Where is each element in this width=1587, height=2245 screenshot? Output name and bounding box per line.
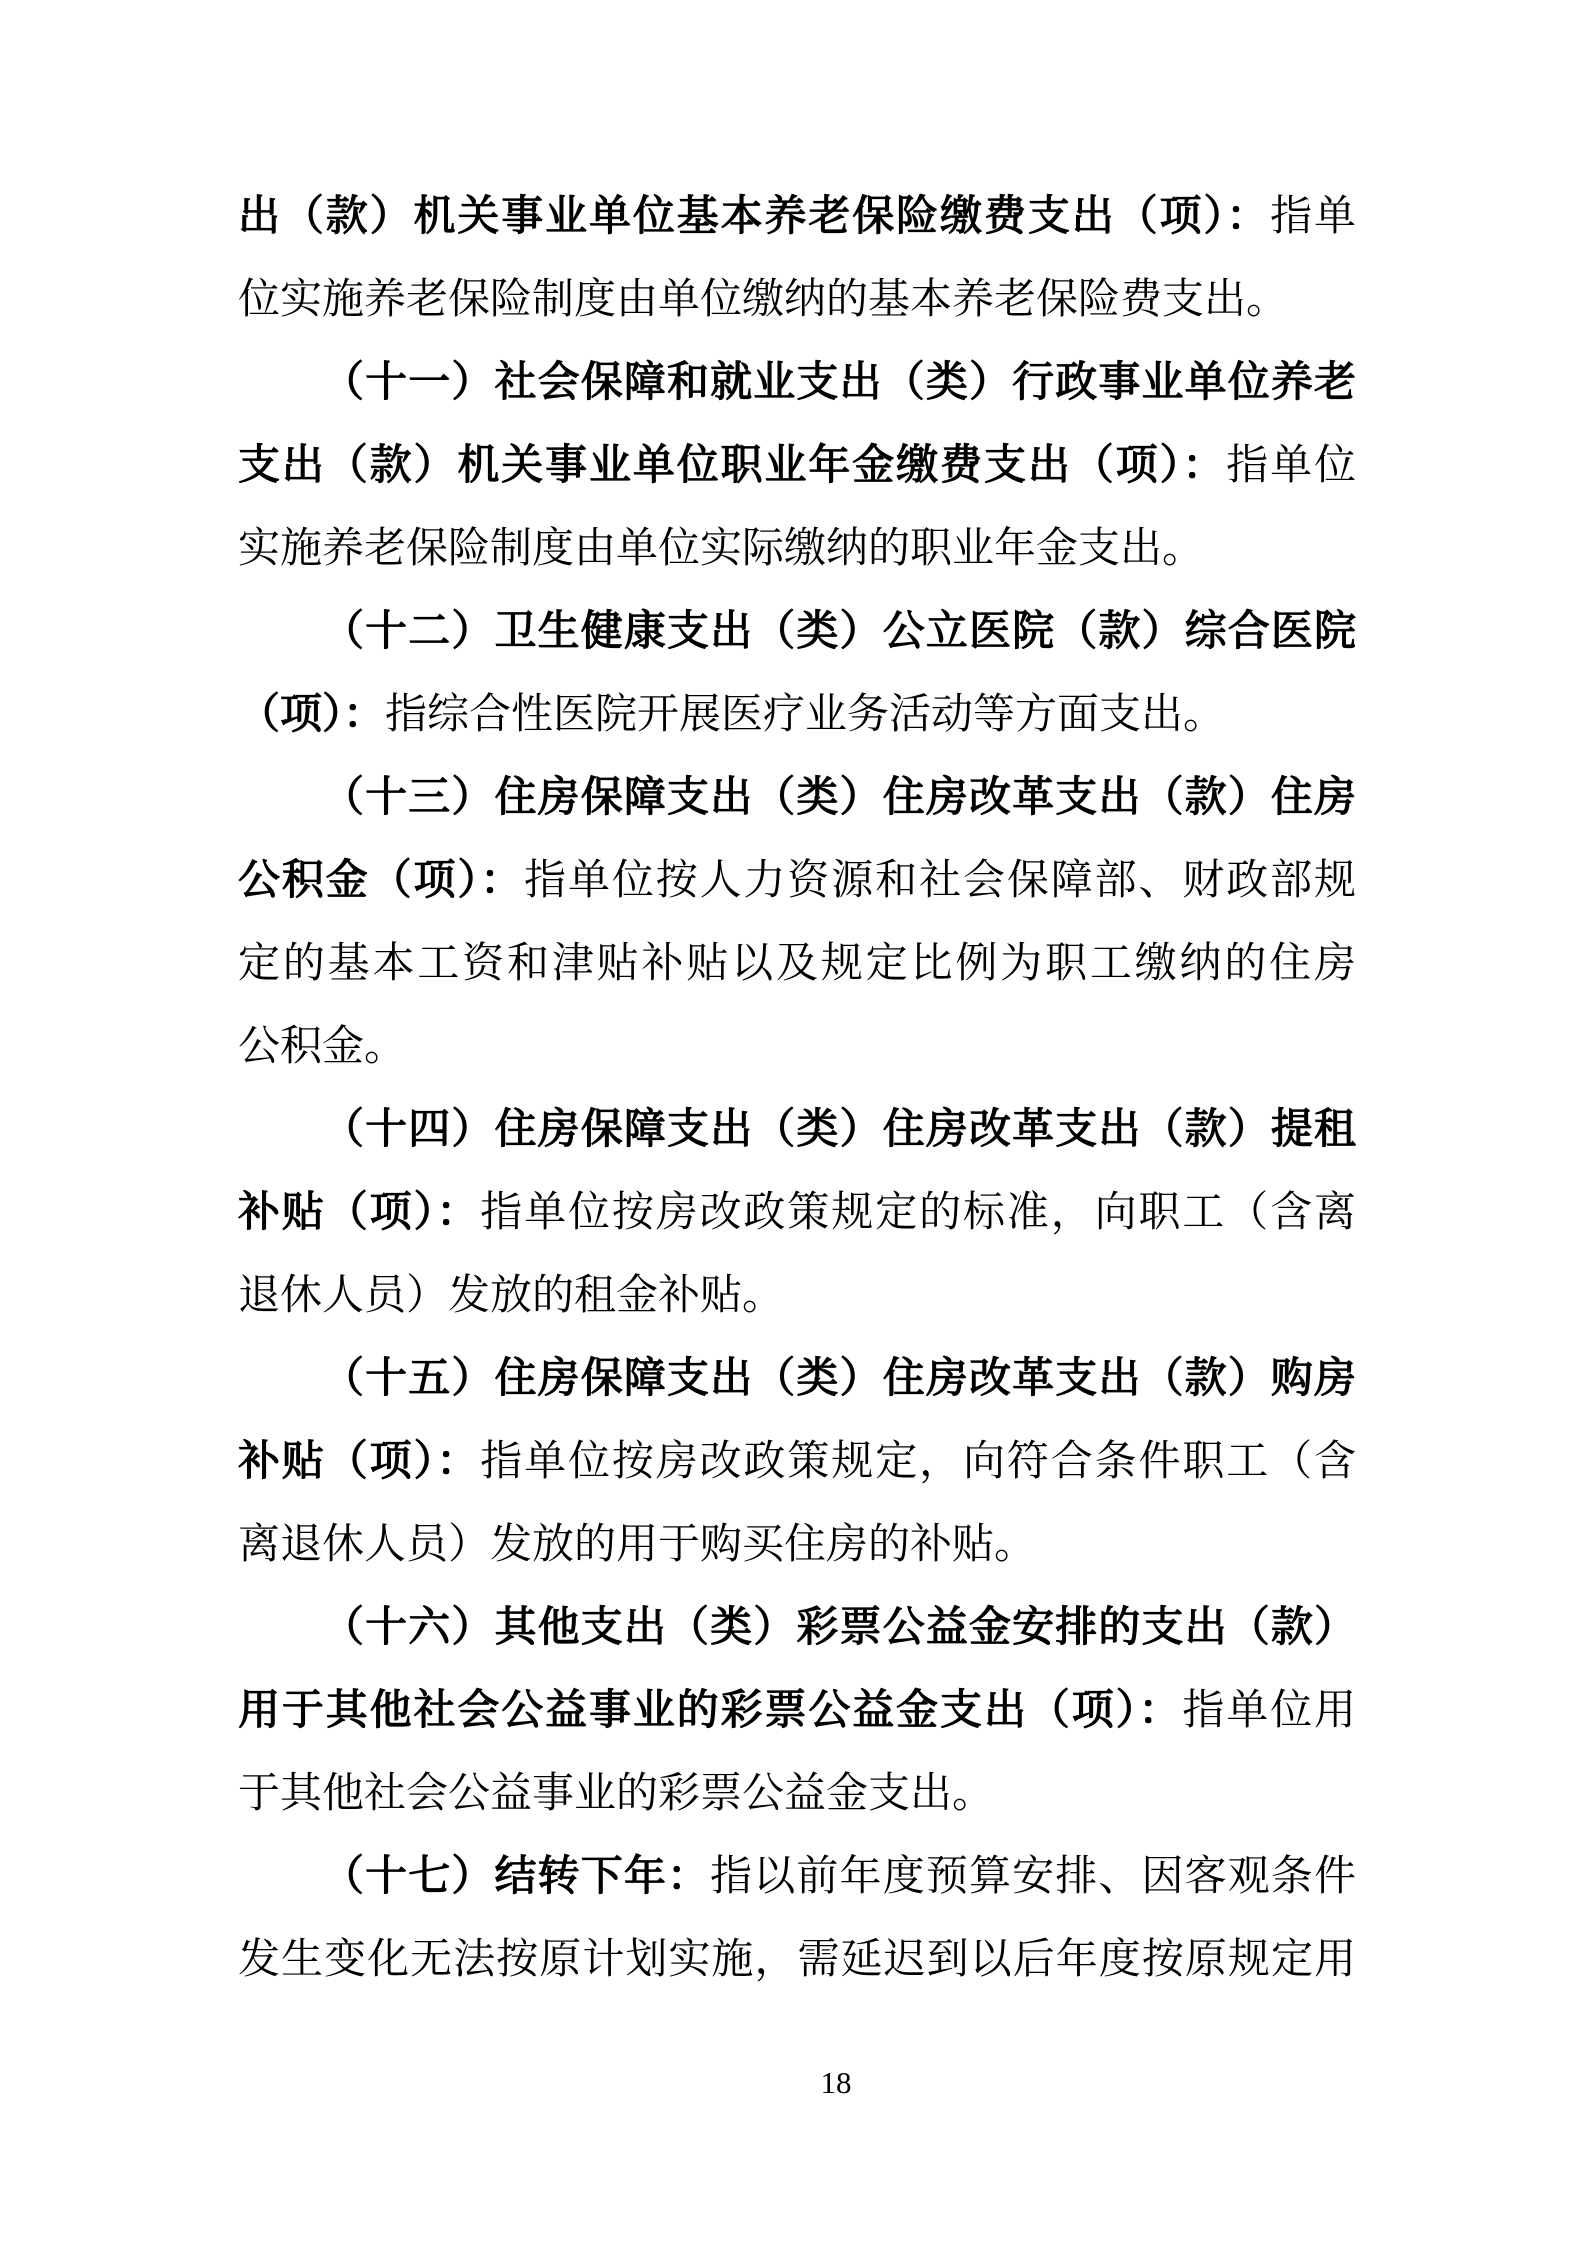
text-segment-body: 指单位按房改政策规定，向符合条件职工（含 [480,1439,1356,1485]
text-line [238,1836,1356,1919]
text-line [238,508,1356,591]
text-segment-heading: （十五）住房保障支出（类）住房改革支出（款）购房 [322,1356,1356,1402]
text-segment-body: 实施养老保险制度由单位实际缴纳的职业年金支出。 [238,526,1205,572]
text-line [238,1421,1356,1504]
text-line [238,1089,1356,1172]
text-segment-heading: （十一）社会保障和就业支出（类）行政事业单位养老 [322,360,1356,406]
text-segment-heading: （十二）卫生健康支出（类）公立医院（款）综合医院 [322,609,1356,655]
text-segment-body: 指单位按人力资源和社会保障部、财政部规 [524,858,1356,904]
text-segment-body: 指以前年度预算安排、因客观条件 [710,1854,1356,1900]
text-segment-heading: 补贴（项）： [238,1439,481,1485]
text-segment-body: 指单位按房改政策规定的标准，向职工（含离 [480,1190,1356,1236]
text-segment-body: 指单位用 [1182,1688,1356,1734]
text-line [238,425,1356,508]
text-line [238,1919,1356,2002]
text-line [238,674,1356,757]
text-segment-heading: （项）： [238,692,386,738]
text-segment-heading: 补贴（项）： [238,1190,481,1236]
text-segment-body: 指单位 [1226,443,1356,489]
text-line [238,1587,1356,1670]
text-segment-body: 发生变化无法按原计划实施，需延迟到以后年度按原规定用 [238,1937,1356,1983]
text-line [238,757,1356,840]
text-line [238,1255,1356,1338]
text-segment-heading: 公积金（项）： [238,858,525,904]
text-segment-heading: （十七）结转下年： [322,1854,711,1900]
text-segment-body: 离退休人员）发放的用于购买住房的补贴。 [238,1522,1037,1568]
text-segment-body: 指单 [1270,194,1356,240]
text-segment-heading: 出（款）机关事业单位基本养老保险缴费支出（项）： [238,194,1271,240]
text-segment-body: 退休人员）发放的租金补贴。 [238,1273,785,1319]
text-line [238,591,1356,674]
document-body [238,176,1356,2002]
text-line [238,1670,1356,1753]
text-segment-body: 公积金。 [238,1024,407,1070]
text-line [238,342,1356,425]
text-line [238,1338,1356,1421]
text-line [238,259,1356,342]
page-number: 18 [820,2065,852,2100]
text-line [238,1006,1356,1089]
text-segment-heading: （十三）住房保障支出（类）住房改革支出（款）住房 [322,775,1356,821]
text-segment-heading: 支出（款）机关事业单位职业年金缴费支出（项）： [238,443,1227,489]
text-line [238,176,1356,259]
text-segment-body: 指综合性医院开展医疗业务活动等方面支出。 [385,692,1226,738]
text-segment-heading: （十四）住房保障支出（类）住房改革支出（款）提租 [322,1107,1356,1153]
text-segment-body: 定的基本工资和津贴补贴以及规定比例为职工缴纳的住房 [238,941,1356,987]
text-segment-body: 于其他社会公益事业的彩票公益金支出。 [238,1771,995,1817]
text-line [238,1753,1356,1836]
text-line [238,923,1356,1006]
text-line [238,1504,1356,1587]
text-line [238,840,1356,923]
text-segment-body: 位实施养老保险制度由单位缴纳的基本养老保险费支出。 [238,277,1289,323]
text-line [238,1172,1356,1255]
text-segment-heading: （十六）其他支出（类）彩票公益金安排的支出（款） [322,1605,1356,1651]
text-segment-heading: 用于其他社会公益事业的彩票公益金支出（项）： [238,1688,1183,1734]
